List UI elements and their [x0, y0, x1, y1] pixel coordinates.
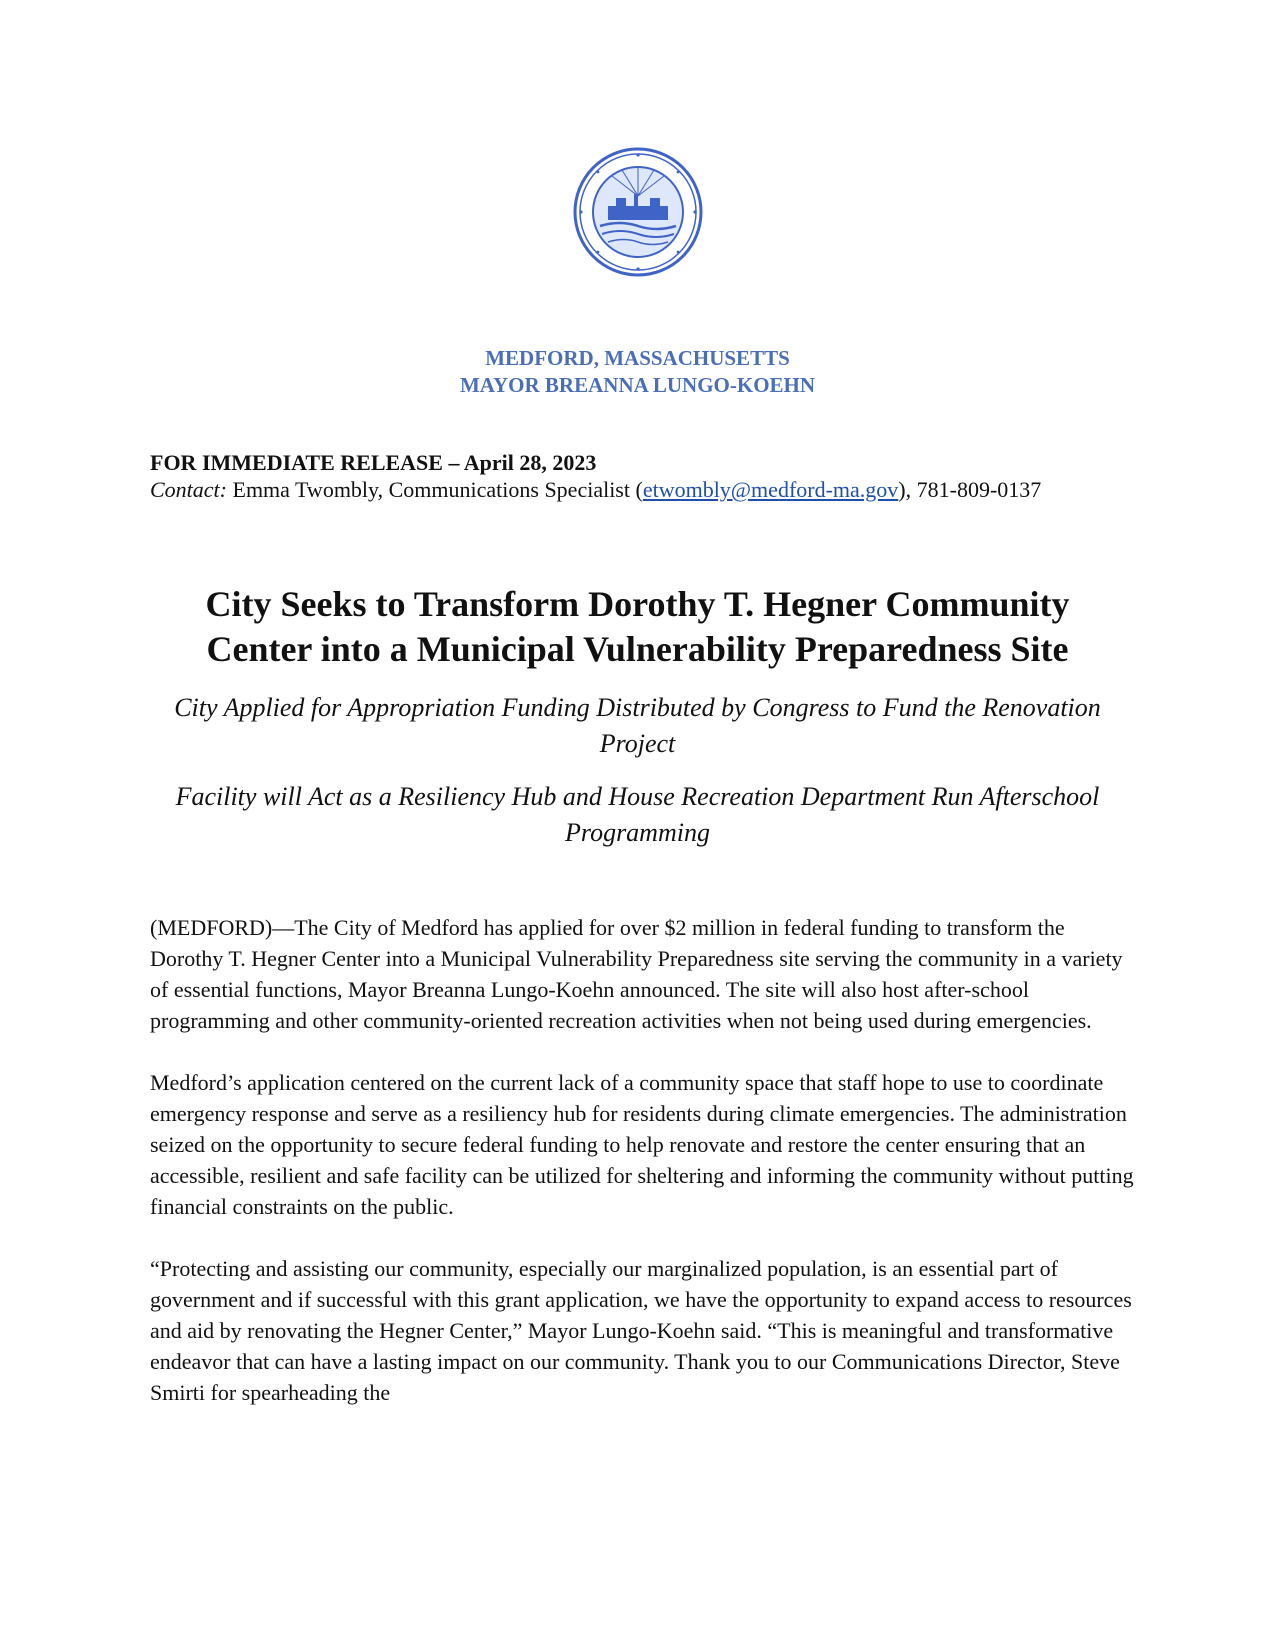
headline-line-1: City Seeks to Transform Dorothy T. Hegner Community [205, 584, 1070, 624]
body-paragraph-3: “Protecting and assisting our community, especially our marginalized population, is an essential part of government and if successful with this grant application, we have the opportunity to expand access to resources and aid by renovating the Hegner Center,” Mayor Lungo-Koehn said. “This is meaningful and transformative endeavor that can have a lasting impact on our community. Thank you to our Communications Director, Steve Smirti for spearheading the [150, 1256, 1132, 1405]
release-date-line: FOR IMMEDIATE RELEASE – April 28, 2023 [150, 450, 597, 475]
city-seal-graphic [572, 146, 704, 278]
organization-header [0, 345, 1275, 399]
subheadline-1: City Applied for Appropriation Funding Distributed by Congress to Fund the Renovation Project [174, 693, 1101, 758]
contact-label: Contact: [150, 477, 227, 502]
city-seal-icon [572, 146, 704, 278]
contact-email-link[interactable]: etwombly@medford-ma.gov [642, 477, 899, 502]
subheadline-2: Facility will Act as a Resiliency Hub and House Recreation Department Run Afterschool Programming [175, 782, 1100, 847]
release-info [150, 449, 1130, 503]
org-mayor-line: MAYOR BREANNA LUNGO-KOEHN [459, 373, 816, 397]
body-text [150, 912, 1135, 1439]
contact-line [150, 476, 1130, 503]
org-city-line: MEDFORD, MASSACHUSETTS [485, 346, 790, 370]
body-paragraph-1: (MEDFORD)—The City of Medford has applied for over $2 million in federal funding to transform the Dorothy T. Hegner Center into a Municipal Vulnerability Preparedness site serving the community in a variety of essential functions, Mayor Breanna Lungo-Koehn announced. The site will also host after-school programming and other community-oriented recreation activities when not being used during emergencies. [150, 915, 1123, 1033]
headline-line-2: Center into a Municipal Vulnerability Preparedness Site [206, 629, 1069, 669]
contact-phone: ), 781-809-0137 [898, 477, 1042, 502]
contact-name: Emma Twombly, Communications Specialist ( [227, 477, 643, 502]
body-paragraph-2: Medford’s application centered on the current lack of a community space that staff hope to use to coordinate emergency response and serve as a resiliency hub for residents during climate emergencies. The administration seized on the opportunity to secure federal funding to help renovate and restore the center ensuring that an accessible, resilient and safe facility can be utilized for sheltering and informing the community without putting financial constraints on the public. [150, 1070, 1134, 1219]
headline [130, 582, 1145, 672]
